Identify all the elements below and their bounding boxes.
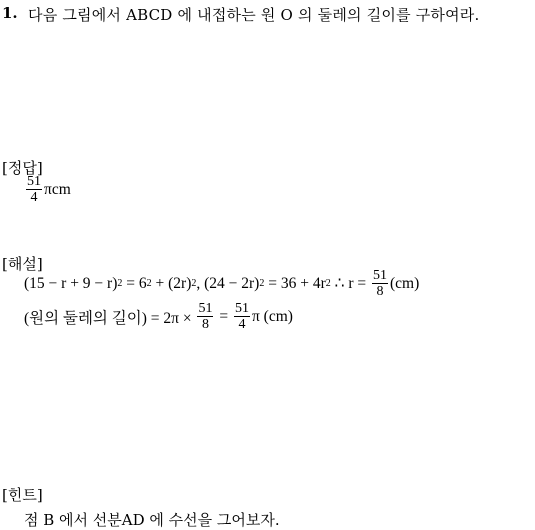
radius-fraction-numerator: 51	[373, 268, 388, 283]
hint-text: 점 B 에서 선분AD 에 수선을 그어보자.	[24, 511, 280, 529]
explanation-line-1: (15 − r + 9 − r) 2 = 6 2 + (2r) 2 , (24 − 2r) 2 = 36 + 4r 2 ∴ r = $\frac{51}{8}$ (cm)	[24, 268, 420, 299]
answer-value	[24, 174, 71, 205]
question-number: 1.	[2, 4, 18, 22]
radius-fraction	[372, 268, 388, 299]
fraction-1-denominator: 8	[201, 317, 209, 332]
fraction-1-numerator: 51	[198, 301, 213, 316]
answer-suffix: πcm	[44, 180, 71, 198]
hint-label: [힌트]	[2, 486, 43, 504]
explanation-line-2	[24, 301, 293, 332]
answer-fraction-denominator: 4	[30, 190, 38, 205]
therefore-symbol: ∴ r =	[330, 275, 371, 292]
answer-label: [정답]	[2, 159, 43, 177]
unit: (cm)	[390, 274, 420, 292]
eq-lhs: (15 − r + 9 − r)	[24, 274, 118, 292]
eq-lhs: (원의 둘레의 길이) = 2π ×	[24, 309, 196, 327]
equals-sign: =	[215, 307, 232, 325]
answer-fraction-numerator: 51	[27, 174, 41, 189]
eq-part: + (2r)	[151, 274, 192, 292]
fraction-2-denominator: 4	[238, 317, 246, 332]
eq-part: , (24 − 2r)	[196, 274, 260, 292]
fraction-2	[234, 301, 250, 332]
fraction-1	[197, 301, 213, 332]
radius-fraction-denominator: 8	[376, 284, 384, 299]
eq-part: = 36 + 4r	[264, 274, 326, 292]
answer-fraction	[26, 174, 42, 205]
eq-part: = 6	[122, 274, 147, 292]
explanation-label: [해설]	[2, 255, 43, 273]
unit: π (cm)	[251, 307, 293, 325]
fraction-2-numerator: 51	[234, 301, 249, 316]
question-text: 다음 그림에서 ABCD 에 내접하는 원 O 의 둘레의 길이를 구하여라.	[28, 6, 480, 24]
